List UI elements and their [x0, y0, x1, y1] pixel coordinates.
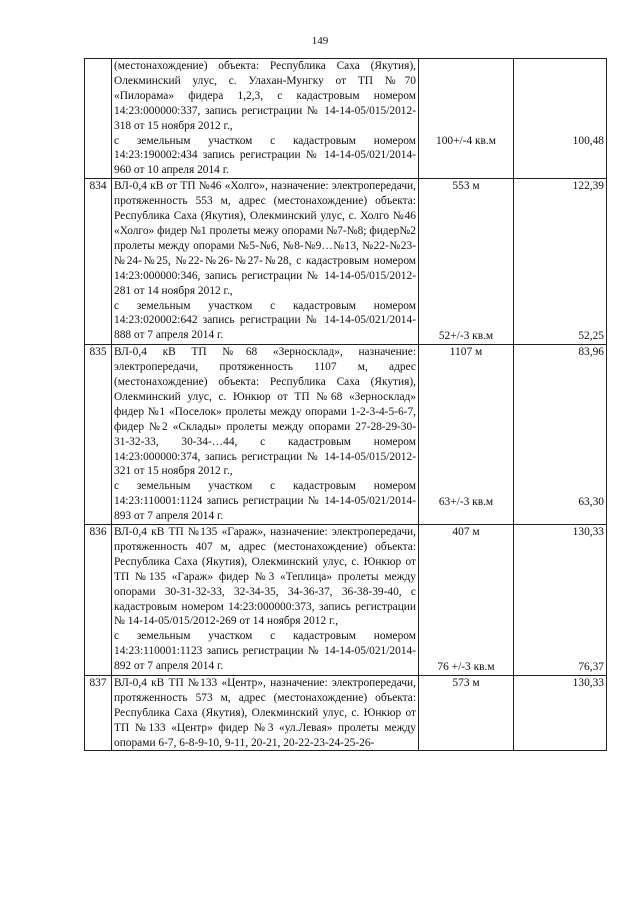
- land-area: 76 +/-3 кв.м: [437, 661, 495, 674]
- row-number: 834: [85, 179, 112, 345]
- land-value: 63,30: [578, 496, 604, 509]
- table-row: [85, 345, 607, 525]
- size-cell: [419, 345, 514, 525]
- row-number: 836: [85, 525, 112, 676]
- row-number: [85, 59, 112, 179]
- line-value: 122,39: [572, 180, 604, 193]
- value-cell: [514, 525, 607, 676]
- object-description-cell: [112, 59, 419, 179]
- table-row: [85, 59, 607, 179]
- line-length: 573 м: [452, 676, 480, 689]
- size-cell: [419, 179, 514, 345]
- land-value: 100,48: [572, 135, 604, 147]
- size-cell: [419, 675, 514, 751]
- land-area: 100+/-4 кв.м: [436, 135, 496, 147]
- size-cell: [419, 59, 514, 179]
- object-description: ВЛ-0,4 кВ ТП №135 «Гараж», назначение: электропередачи, протяженность 407 м, адрес (местонахождение) объекта: Республика Саха (Якутия), Олекминский улус, с. Юнкюр от ТП №135 «Гараж» фидер №3 «Теплица» пролеты между опорами 30-31-32-33, 32-34-35, 34-36-37, 36-38-39-40, с кадастровым номером 14:23:000000:373, запись регистрации № 14-14-05/015/2012-269 от 14 ноября 2012 г.,: [114, 526, 416, 628]
- table-row: [85, 675, 607, 751]
- line-length: 407 м: [452, 526, 480, 539]
- line-value: 130,33: [572, 676, 604, 689]
- value-cell: [514, 675, 607, 751]
- page-number: 149: [311, 35, 329, 47]
- line-value: 83,96: [578, 346, 604, 359]
- land-value: 52,25: [578, 330, 604, 343]
- land-plot-description: с земельным участком с кадастровым номером 14:23:020002:642 запись регистрации № 14-14-05/021/2014-888 от 7 апреля 2014 г.: [114, 299, 416, 342]
- row-number: 837: [85, 675, 112, 751]
- object-description: (местонахождение) объекта: Республика Саха (Якутия), Олекминский улус, с. Улахан-Мунгку от ТП №70 «Пилорама» фидера 1,2,3, с кадастровым номером 14:23:000000:337, запись регистрации № 14-14-05/015/2012-318 от 15 ноября 2012 г.,: [114, 60, 416, 132]
- land-plot-description: с земельным участком с кадастровым номером 14:23:110001:1124 запись регистрации № 14-14-05/021/2014-893 от 7 апреля 2014 г.: [114, 480, 416, 523]
- object-description-cell: [112, 179, 419, 345]
- land-value: 76,37: [578, 661, 604, 674]
- property-registry-table: [84, 58, 607, 751]
- object-description-cell: [112, 345, 419, 525]
- value-cell: [514, 59, 607, 179]
- value-cell: [514, 179, 607, 345]
- line-length: 1107 м: [449, 346, 483, 359]
- object-description: ВЛ-0,4 кВ ТП №133 «Центр», назначение: электропередачи, протяженность 573 м, адрес (местонахождение) объекта: Республика Саха (Якутия), Олекминский улус, с. Юнкюр от ТП №133 «Центр» фидер №3 «ул.Левая» пролеты между опорами 6-7, 6-8-9-10, 9-11, 20-21, 20-22-23-24-25-26-: [114, 676, 416, 749]
- land-area: 63+/-3 кв.м: [438, 496, 494, 509]
- object-description-cell: [112, 525, 419, 676]
- object-description-cell: [112, 675, 419, 751]
- line-value: 130,33: [572, 526, 604, 539]
- object-description: ВЛ-0,4 кВ ТП №68 «Зерносклад», назначение: электропередачи, протяженность 1107 м, адрес (местонахождение) объекта: Республика Саха (Якутия), Олекминский улус, с. Юнкюр от ТП №68 «Зерносклад» фидер №1 «Поселок» пролеты между опорами 1-2-3-4-5-6-7, фидер №2 «Склады» пролеты между опорами 27-28-29-30-31-32-33, 30-34-…44, с кадастровым номером 14:23:000000:374, запись регистрации № 14-14-05/015/2012-321 от 15 ноября 2012 г.,: [114, 346, 416, 478]
- table-row: [85, 179, 607, 345]
- land-plot-description: с земельным участком с кадастровым номером 14:23:190002:434 запись регистрации № 14-14-05/021/2014-960 от 10 апреля 2014 г.: [114, 134, 416, 177]
- row-number: 835: [85, 345, 112, 525]
- object-description: ВЛ-0,4 кВ от ТП №46 «Холго», назначение: электропередачи, протяженность 553 м, адрес (местонахождение) объекта: Республика Саха (Якутия), Олекминский улус, с. Холго №46 «Холго» фидер №1 пролеты межу опорами №7-№8; фидер№2 пролеты между опорами №5-№6, №8-№9…№13, №22-№23-№24-№25, №22-№26-№27-№28, с кадастровым номером 14:23:000000:346, запись регистрации № 14-14-05/015/2012-281 от 14 ноября 2012 г.,: [114, 180, 416, 297]
- land-plot-description: с земельным участком с кадастровым номером 14:23:110001:1123 запись регистрации № 14-14-05/021/2014-892 от 7 апреля 2014 г.: [114, 630, 416, 673]
- line-value: [516, 59, 604, 134]
- table-row: [85, 525, 607, 676]
- size-cell: [419, 525, 514, 676]
- land-area: 52+/-3 кв.м: [438, 330, 494, 343]
- line-length: [421, 59, 511, 134]
- value-cell: [514, 345, 607, 525]
- line-length: 553 м: [452, 180, 480, 193]
